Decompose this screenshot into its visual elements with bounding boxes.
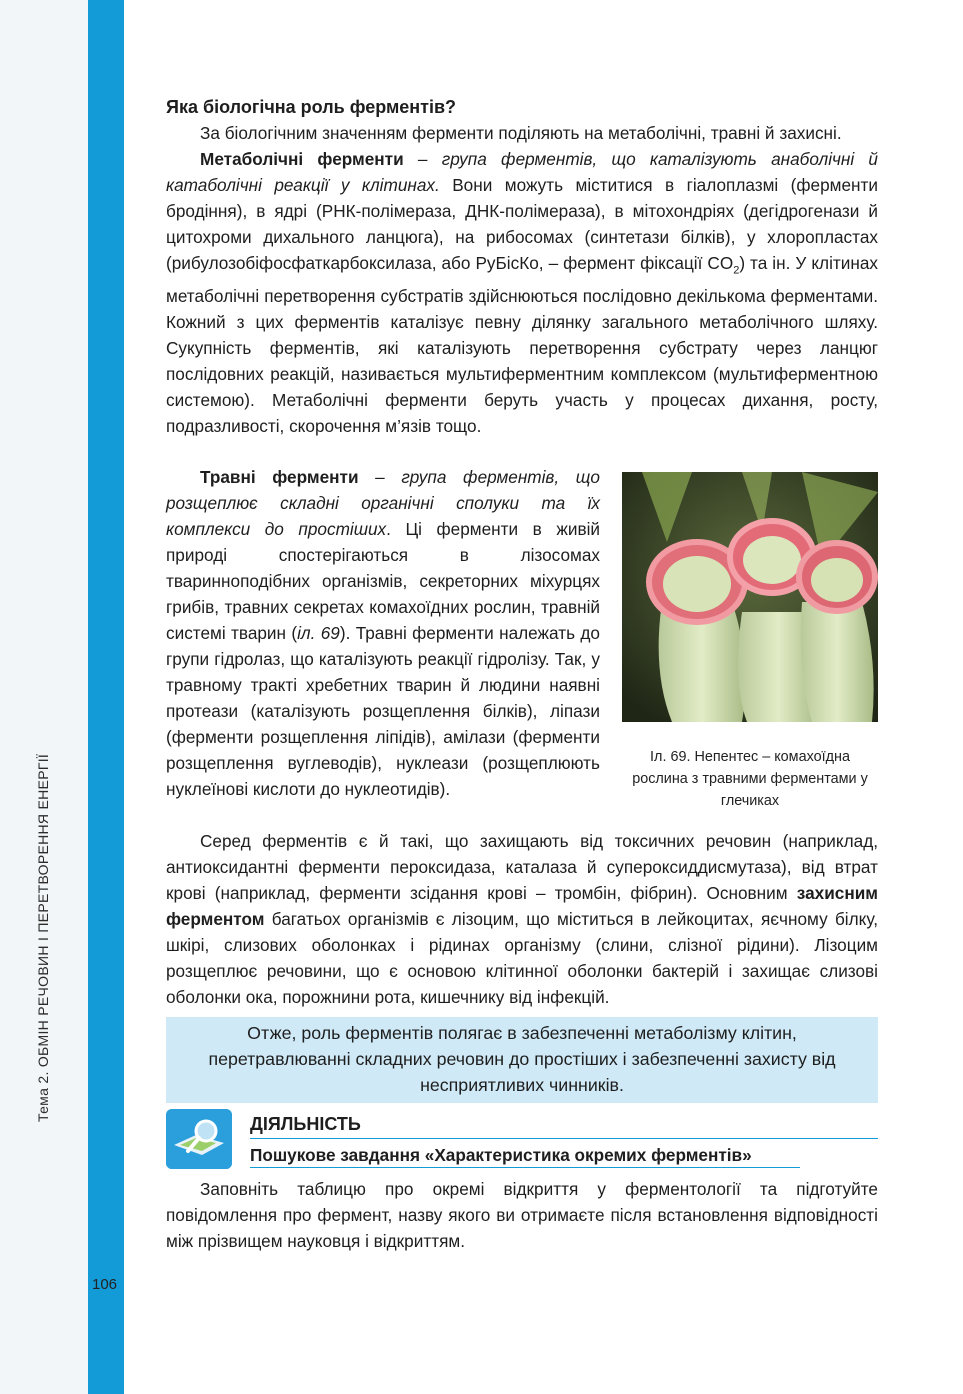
search-map-icon <box>166 1109 232 1169</box>
task-paragraph: Заповніть таблицю про окремі відкриття у ферментології та підготуйте повідомлення про фермент, назву якого ви отримаєте після встановлення відповідності між прізвищем науковця і відкриттям. <box>166 1179 878 1251</box>
main-text-top <box>166 94 878 439</box>
digestive-text-2: ). Травні ферменти належать до групи гідролаз, що каталізують реакції гідролізу. Так, у травному тракті хребетних тварин й людини наявні протеази (каталізують розщеплення білків), ліпази (ферменти розщеплення ліпідів), амілази (ферменти розщеплення вуглеводів), нуклеази (розщеплюють нуклеїнові кислоти до нуклеотидів). <box>166 623 600 799</box>
section-heading: Яка біологічна роль ферментів? <box>166 97 457 117</box>
metabolic-text: Вони можуть міститися в гіалоплазмі (ферменти бродіння), в ядрі (РНК-полімераза, ДНК-полімераза), в мітохондріях (дегідрогенази й цитохроми дихального ланцюга), на рибосомах (синтетази білків), у хлоропластах (рибулозобіфосфаткарбоксилаза, або РуБісКо, – фермент фіксації CO <box>166 175 878 273</box>
protective-text-end: багатьох організмів є лізоцим, що міститься в лейкоцитах, яєчному білку, шкірі, слизових оболонках і рідинах організму (слини, слізної рідини). Лізоцим розщеплює речовини, що є основою клітинної оболонки бактерій і захищає слизові оболонки ока, порожнини рота, кишечнику від інфекцій. <box>166 909 878 1007</box>
figure-caption: Іл. 69. Непентес – комахоїдна рослина з травними ферментами у глечиках <box>632 749 868 809</box>
sidebar-accent-band <box>88 0 124 1394</box>
topic-label: Тема 2. ОБМІН РЕЧОВИН І ПЕРЕТВОРЕННЯ ЕНЕРГІЇ <box>35 753 51 1122</box>
metabolic-text-end: ) та ін. У клітинах метаболічні перетворення субстратів здійснюються послідовно декількома ферментами. Кожний з цих ферментів каталізує певну ділянку загального метаболічного шляху. Сукупність ферментів, які каталізують перетворення субстрату через ланцюг послідовних реакцій, називається мультиферментним комплексом (мультиферментною системою). Метаболічні ферменти беруть участь у процесах дихання, росту, подразливості, скорочення м’язів тощо. <box>166 253 879 437</box>
page-number: 106 <box>92 1276 118 1293</box>
protective-block <box>166 828 878 1010</box>
summary-box: Отже, роль ферментів полягає в забезпеченні метаболізму клітин, перетравлюванні складних речовин до простіших і забезпеченні захисту від несприятливих чинників. <box>166 1017 878 1103</box>
digestive-text-1: . Ці ферменти в живій природі спостерігаються в лізосомах тваринноподібних організмів, секреторних міхурцях грибів, травних секретах комахоїдних рослин, травній системі тварин ( <box>166 519 600 643</box>
metabolic-paragraph <box>166 146 878 439</box>
dash: – <box>358 467 402 487</box>
activity-title: ДІЯЛЬНІСТЬ <box>250 1114 361 1134</box>
digestive-definition: група ферментів, що розщеплює складні органічні сполуки та їх комплекси до простіших <box>166 467 600 539</box>
nepenthes-illustration <box>622 472 878 722</box>
dash: – <box>403 149 442 169</box>
digestive-paragraph <box>166 464 600 802</box>
protective-text: Серед ферментів є й такі, що захищають від токсичних речовин (наприклад, антиоксидантні ферменти пероксидаза, каталаза й супероксиддисмутаза), від втрат крові (наприклад, ферменти зсідання крові – тромбін, фібрин). Основним <box>166 831 878 903</box>
divider <box>250 1167 800 1168</box>
activity-subtitle: Пошукове завдання «Характеристика окремих ферментів» <box>250 1145 752 1165</box>
intro-paragraph: За біологічним значенням ферменти поділяють на метаболічні, травні й захисні. <box>200 123 842 143</box>
metabolic-definition: група ферментів, що каталізують анаболічні й катаболічні реакції у клітинах. <box>166 149 878 195</box>
figure-reference: іл. 69 <box>297 623 340 643</box>
metabolic-term: Метаболічні ферменти <box>200 149 404 169</box>
figure-69 <box>622 472 878 812</box>
divider <box>250 1138 878 1139</box>
digestive-block <box>166 464 600 802</box>
task-block <box>166 1176 878 1254</box>
co2-subscript: 2 <box>733 264 740 277</box>
digestive-term: Травні ферменти <box>200 467 359 487</box>
nepenthes-photo <box>622 472 878 722</box>
protective-term: захисним ферментом <box>166 883 878 929</box>
sidebar-background <box>0 0 88 1394</box>
protective-paragraph <box>166 828 878 1010</box>
